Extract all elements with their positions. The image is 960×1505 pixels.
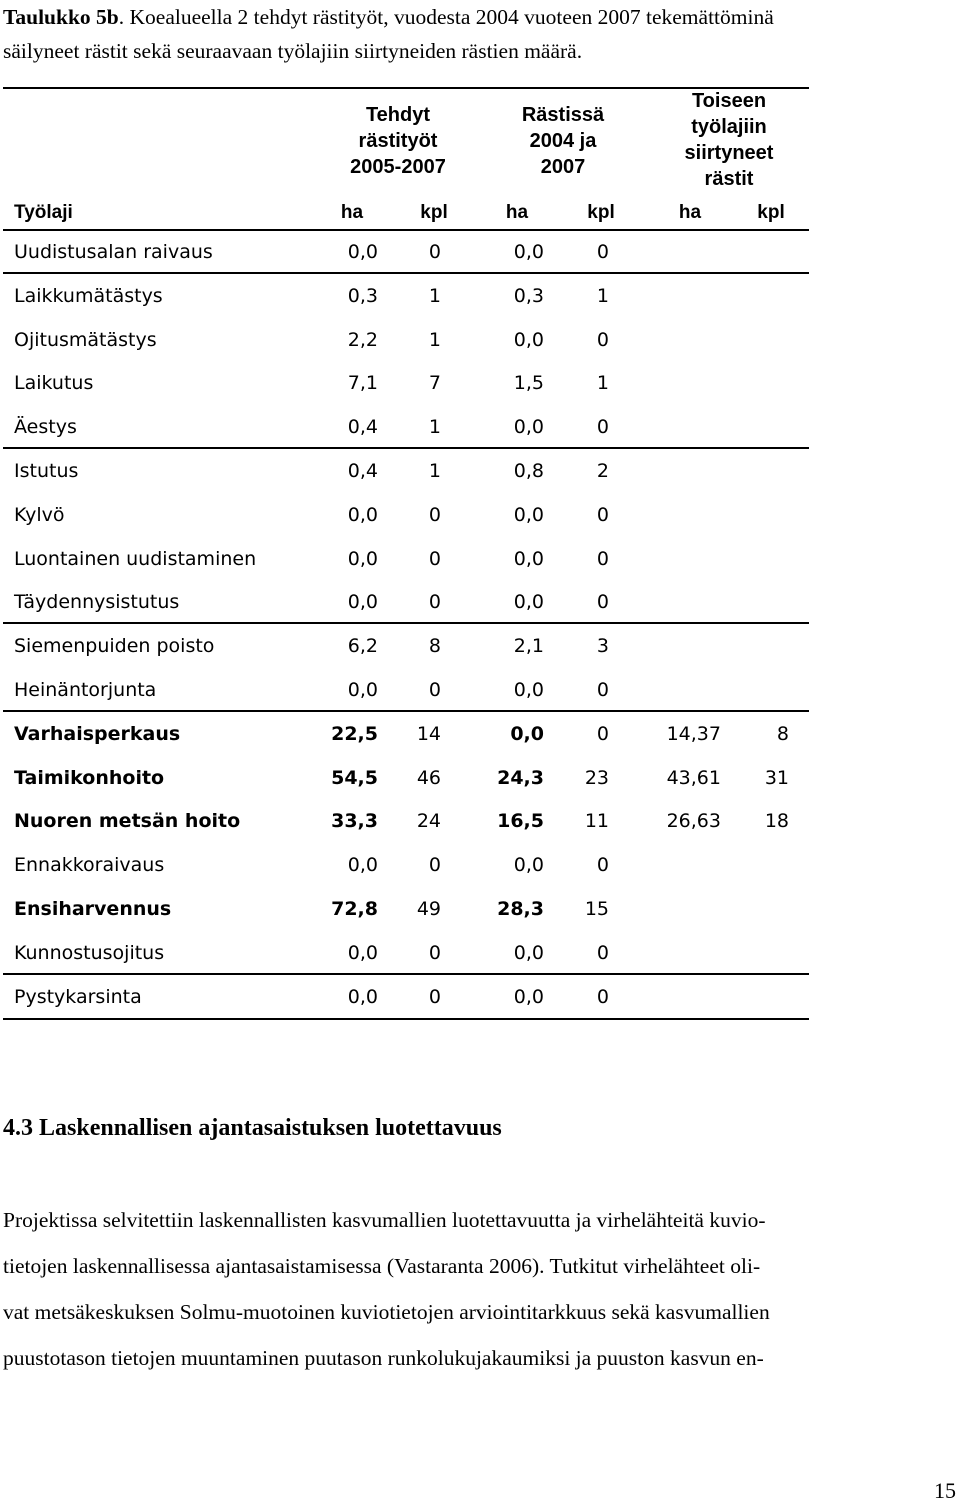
table-cell: 16,5 [497, 810, 544, 832]
table-cell: 0 [596, 416, 609, 438]
table-cell: 11 [584, 810, 609, 832]
table-cell: 0,0 [510, 723, 544, 745]
table-bottom-rule [3, 1018, 809, 1020]
table-cell: 0 [596, 942, 609, 964]
table-cell: 0,0 [513, 548, 544, 570]
paragraph-line: vat metsäkeskuksen Solmu-muotoinen kuviotietojen arviointitarkkuus sekä kasvumallien [3, 1300, 770, 1324]
paragraph-line: puustotason tietojen muuntaminen puutason runkolukujakaumiksi ja puuston kasvun en- [3, 1346, 764, 1370]
caption-line-1-text: . Koealueella 2 tehdyt rästityöt, vuodesta 2004 vuoteen 2007 tekemättöminä [118, 5, 774, 29]
table-cell: 0,0 [347, 548, 378, 570]
table-cell: 0 [596, 986, 609, 1008]
row-label: Kylvö [14, 504, 65, 526]
column-header: kpl [587, 202, 615, 223]
table-cell: 0 [428, 854, 441, 876]
row-label: Ennakkoraivaus [14, 854, 165, 876]
table-cell: 46 [416, 767, 441, 789]
table-cell: 7 [428, 372, 441, 394]
table-cell: 0 [428, 986, 441, 1008]
row-label: Laikkumätästys [14, 285, 163, 307]
table-cell: 31 [764, 767, 789, 789]
table-cell: 0,0 [513, 591, 544, 613]
column-group-header: työlajiin [691, 116, 767, 138]
column-group-header: Toiseen [691, 90, 767, 112]
table-cell: 0,0 [347, 942, 378, 964]
table-cell: 0 [596, 591, 609, 613]
column-group-header: rästit [704, 168, 754, 190]
table-cell: 0,0 [513, 241, 544, 263]
table-cell: 0 [596, 854, 609, 876]
table-cell: 18 [764, 810, 789, 832]
caption-line-2: säilyneet rästit sekä seuraavaan työlajiin siirtyneiden rästien määrä. [3, 39, 583, 63]
column-group-header: 2004 ja [529, 130, 597, 152]
table-cell: 0,0 [513, 416, 544, 438]
table-cell: 0,3 [347, 285, 378, 307]
table-cell: 23 [584, 767, 609, 789]
table-cell: 1 [428, 416, 441, 438]
row-separator [3, 622, 809, 624]
row-label: Heinäntorjunta [14, 679, 157, 701]
row-label: Varhaisperkaus [14, 723, 181, 745]
table-cell: 1 [428, 285, 441, 307]
row-label: Laikutus [14, 372, 94, 394]
paragraph-line: tietojen laskennallisessa ajantasaistamisessa (Vastaranta 2006). Tutkitut virhelähteet oli- [3, 1254, 761, 1278]
table-cell: 54,5 [331, 767, 378, 789]
table-cell: 0,0 [513, 854, 544, 876]
row-label: Äestys [14, 416, 77, 438]
row-separator [3, 973, 809, 975]
section-title: 4.3 Laskennallisen ajantasaistuksen luotettavuus [3, 1115, 502, 1141]
table-cell: 0,0 [513, 504, 544, 526]
row-label: Täydennysistutus [14, 591, 180, 613]
table-cell: 28,3 [497, 898, 544, 920]
table-cell: 0 [596, 723, 609, 745]
row-label: Ojitusmätästys [14, 329, 157, 351]
column-group-header: siirtyneet [684, 142, 774, 164]
table-cell: 7,1 [347, 372, 378, 394]
row-separator [3, 447, 809, 449]
table-cell: 0,4 [347, 460, 378, 482]
column-header: ha [505, 202, 529, 223]
table-cell: 0,4 [347, 416, 378, 438]
table-cell: 0,0 [513, 329, 544, 351]
table-cell: 49 [416, 898, 441, 920]
column-header: ha [678, 202, 702, 223]
column-group-header: Rästissä [521, 104, 605, 126]
table-cell: 0 [428, 679, 441, 701]
row-separator [3, 272, 809, 274]
table-cell: 1 [428, 329, 441, 351]
table-cell: 15 [584, 898, 609, 920]
row-label: Ensiharvennus [14, 898, 172, 920]
table-cell: 1 [596, 372, 609, 394]
table-cell: 0 [596, 241, 609, 263]
row-label: Nuoren metsän hoito [14, 810, 241, 832]
table-cell: 2,2 [347, 329, 378, 351]
paragraph-line: Projektissa selvitettiin laskennallisten kasvumallien luotettavuutta ja virhelähteitä kuvio- [3, 1208, 766, 1232]
table-cell: 0 [596, 504, 609, 526]
table-cell: 0 [428, 504, 441, 526]
column-header: kpl [420, 202, 448, 223]
row-label: Siemenpuiden poisto [14, 635, 215, 657]
table-cell: 0,0 [347, 591, 378, 613]
table-cell: 26,63 [666, 810, 721, 832]
page-number: 15 [934, 1478, 956, 1503]
header-rule [3, 229, 809, 231]
table-cell: 2 [596, 460, 609, 482]
table-cell: 72,8 [331, 898, 378, 920]
table-cell: 22,5 [331, 723, 378, 745]
table-cell: 0,0 [347, 504, 378, 526]
table-cell: 14,37 [666, 723, 721, 745]
body-paragraph [3, 1197, 958, 1381]
table-cell: 33,3 [331, 810, 378, 832]
table-cell: 8 [428, 635, 441, 657]
column-group-header: 2007 [540, 156, 586, 178]
table-cell: 43,61 [666, 767, 721, 789]
table-cell: 1 [428, 460, 441, 482]
column-group-header: rästityöt [358, 130, 438, 152]
table-cell: 24,3 [497, 767, 544, 789]
table-cell: 2,1 [513, 635, 544, 657]
table-cell: 3 [596, 635, 609, 657]
table-cell: 0 [428, 548, 441, 570]
row-separator [3, 710, 809, 712]
table-cell: 0,3 [513, 285, 544, 307]
table-cell: 1 [596, 285, 609, 307]
table-cell: 0,0 [347, 986, 378, 1008]
caption-label: Taulukko 5b [3, 5, 119, 29]
row-label: Uudistusalan raivaus [14, 241, 213, 263]
row-label: Taimikonhoito [14, 767, 165, 789]
table-cell: 0,8 [513, 460, 544, 482]
column-group-header: 2005-2007 [350, 156, 446, 178]
row-label: Luontainen uudistaminen [14, 548, 257, 570]
row-label: Istutus [14, 460, 79, 482]
table-cell: 0,0 [347, 854, 378, 876]
table-cell: 0,0 [513, 986, 544, 1008]
column-header: kpl [757, 202, 785, 223]
table-cell: 14 [416, 723, 441, 745]
table-cell: 0 [596, 329, 609, 351]
table-cell: 0,0 [513, 942, 544, 964]
table-cell: 24 [416, 810, 441, 832]
column-group-header: Tehdyt [365, 104, 431, 126]
column-header: Työlaji [14, 202, 73, 223]
table-cell: 0,0 [347, 241, 378, 263]
table-cell: 1,5 [513, 372, 544, 394]
table-cell: 0 [596, 679, 609, 701]
table-cell: 0 [428, 591, 441, 613]
table-cell: 0 [428, 241, 441, 263]
table-cell: 0 [428, 942, 441, 964]
table-cell: 6,2 [347, 635, 378, 657]
table-cell: 0 [596, 548, 609, 570]
row-label: Pystykarsinta [14, 986, 142, 1008]
column-header: ha [340, 202, 364, 223]
table-cell: 8 [776, 723, 789, 745]
row-label: Kunnostusojitus [14, 942, 165, 964]
table-cell: 0,0 [347, 679, 378, 701]
table-cell: 0,0 [513, 679, 544, 701]
